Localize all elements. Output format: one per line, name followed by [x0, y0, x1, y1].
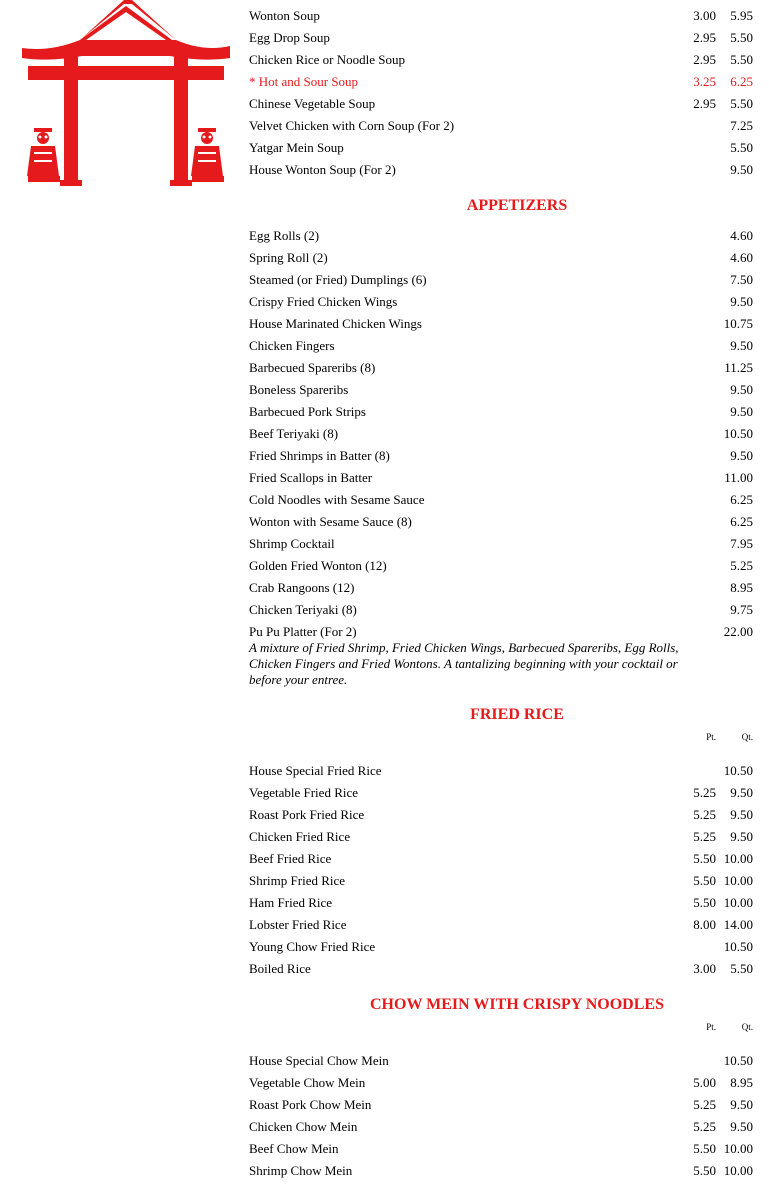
item-price: 9.50	[730, 382, 753, 397]
pint-price: 5.50	[693, 851, 716, 866]
quart-price: 10.50	[723, 1053, 753, 1068]
item-name: Fried Shrimps in Batter (8)	[249, 448, 390, 463]
pint-price: 2.95	[693, 30, 716, 45]
menu-item	[249, 107, 753, 133]
item-name: Roast Pork Fried Rice	[249, 807, 365, 822]
menu-item	[249, 591, 753, 617]
item-name: Chicken Fingers	[249, 338, 335, 353]
menu-item	[249, 393, 753, 419]
menu-item	[249, 459, 753, 485]
item-price: 9.75	[730, 602, 753, 617]
quart-price: 5.50	[730, 140, 753, 155]
menu-item	[249, 1042, 753, 1068]
item-name: Crispy Fried Chicken Wings	[249, 294, 398, 309]
item-price: 5.25	[730, 558, 753, 573]
pint-price: 5.50	[693, 1141, 716, 1156]
item-name: Roast Pork Chow Mein	[249, 1097, 372, 1112]
menu-item	[249, 862, 753, 888]
menu-item	[249, 796, 753, 822]
quart-price: 9.50	[730, 1097, 753, 1112]
item-name: Chinese Vegetable Soup	[249, 96, 376, 111]
menu-item	[249, 1086, 753, 1112]
menu-item	[249, 19, 753, 45]
menu-item	[249, 928, 753, 954]
menu-item	[249, 569, 753, 595]
pint-price: 5.00	[693, 1075, 716, 1090]
menu-item	[249, 906, 753, 932]
pint-header: Pt.	[706, 1022, 716, 1032]
fried-rice-list	[249, 752, 753, 976]
menu-item	[249, 41, 753, 67]
pint-price: 5.25	[693, 1097, 716, 1112]
item-name: House Special Chow Mein	[249, 1053, 389, 1068]
item-name: Crab Rangoons (12)	[249, 580, 355, 595]
pint-price: 8.00	[693, 917, 716, 932]
quart-header: Qt.	[741, 732, 753, 742]
menu-item	[249, 950, 753, 976]
menu-item	[249, 481, 753, 507]
menu-item	[249, 1130, 753, 1156]
menu-item	[249, 129, 753, 155]
item-name: Beef Fried Rice	[249, 851, 332, 866]
item-price: 9.50	[730, 404, 753, 419]
item-price: 9.50	[730, 448, 753, 463]
quart-price: 10.50	[723, 939, 753, 954]
menu-item	[249, 1152, 753, 1178]
menu-item	[249, 752, 753, 778]
quart-price: 6.25	[730, 74, 753, 89]
quart-price: 5.50	[730, 30, 753, 45]
quart-price: 9.50	[730, 785, 753, 800]
column-headers	[249, 1016, 753, 1042]
item-name: Vegetable Fried Rice	[249, 785, 359, 800]
item-name: Steamed (or Fried) Dumplings (6)	[249, 272, 427, 287]
quart-price: 9.50	[730, 807, 753, 822]
menu-item	[249, 217, 753, 243]
item-price: 7.95	[730, 536, 753, 551]
pint-price: 3.00	[693, 961, 716, 976]
menu-item	[249, 0, 753, 23]
pint-price: 5.25	[693, 829, 716, 844]
item-name: Boiled Rice	[249, 961, 311, 976]
pint-price: 2.95	[693, 96, 716, 111]
item-name: Cold Noodles with Sesame Sauce	[249, 492, 425, 507]
item-name: Spring Roll (2)	[249, 250, 328, 265]
appetizers-heading: APPETIZERS	[466, 197, 568, 214]
quart-price: 10.00	[723, 1141, 753, 1156]
column-headers	[249, 726, 753, 752]
quart-price: 10.00	[723, 873, 753, 888]
menu-item	[249, 85, 753, 111]
pint-price: 5.50	[693, 1163, 716, 1178]
pint-price: 5.50	[693, 895, 716, 910]
pint-price: 2.95	[693, 52, 716, 67]
menu-item	[249, 1064, 753, 1090]
fried-rice-heading: FRIED RICE	[470, 706, 564, 723]
quart-price: 10.00	[723, 851, 753, 866]
item-name: Pu Pu Platter (For 2)	[249, 624, 357, 639]
item-name: Barbecued Pork Strips	[249, 404, 366, 419]
quart-price: 5.95	[730, 8, 753, 23]
menu-content	[249, 0, 753, 1178]
item-name: Chicken Rice or Noodle Soup	[249, 52, 405, 67]
item-name: Shrimp Fried Rice	[249, 873, 346, 888]
menu-item	[249, 818, 753, 844]
quart-price: 7.25	[730, 118, 753, 133]
quart-price: 10.00	[723, 1163, 753, 1178]
item-name: Shrimp Cocktail	[249, 536, 335, 551]
item-price: 8.95	[730, 580, 753, 595]
menu-item	[249, 261, 753, 287]
item-name: Egg Rolls (2)	[249, 228, 320, 243]
appetizers-list	[249, 217, 753, 617]
menu-item	[249, 437, 753, 463]
menu-item	[249, 884, 753, 910]
item-price: 10.75	[723, 316, 753, 331]
item-description: A mixture of Fried Shrimp, Fried Chicken Wings, Barbecued Spareribs, Egg Rolls, Chicken Fingers and Fried Wontons. A tantalizing beginning with your cocktail or before your entree.	[249, 640, 679, 687]
menu-item	[249, 840, 753, 866]
item-price: 6.25	[730, 514, 753, 529]
menu-item	[249, 327, 753, 353]
item-price: 6.25	[730, 492, 753, 507]
item-price: 11.00	[724, 470, 753, 485]
menu-item	[249, 151, 753, 177]
item-name: Wonton Soup	[249, 8, 320, 23]
item-price: 10.50	[723, 426, 753, 441]
menu-item	[249, 547, 753, 573]
quart-header: Qt.	[741, 1022, 753, 1032]
item-name: Yatgar Mein Soup	[249, 140, 344, 155]
item-name: House Special Fried Rice	[249, 763, 382, 778]
pint-price: 5.25	[693, 1119, 716, 1134]
item-price: 7.50	[730, 272, 753, 287]
item-name: House Wonton Soup (For 2)	[249, 162, 396, 177]
item-name: House Marinated Chicken Wings	[249, 316, 422, 331]
item-name: Beef Chow Mein	[249, 1141, 339, 1156]
item-price: 9.50	[730, 294, 753, 309]
item-name: Egg Drop Soup	[249, 30, 330, 45]
quart-price: 5.50	[730, 52, 753, 67]
item-name: Ham Fried Rice	[249, 895, 333, 910]
item-price: 9.50	[730, 338, 753, 353]
item-name: Lobster Fried Rice	[249, 917, 347, 932]
pint-price: 5.50	[693, 873, 716, 888]
item-name: Shrimp Chow Mein	[249, 1163, 353, 1178]
item-name: Vegetable Chow Mein	[249, 1075, 366, 1090]
menu-item	[249, 349, 753, 375]
menu-item	[249, 774, 753, 800]
quart-price: 8.95	[730, 1075, 753, 1090]
item-name: * Hot and Sour Soup	[249, 74, 359, 89]
pu-pu-platter-item	[249, 613, 753, 687]
item-name: Wonton with Sesame Sauce (8)	[249, 514, 412, 529]
menu-item	[249, 415, 753, 441]
quart-price: 9.50	[730, 829, 753, 844]
pint-price: 3.25	[693, 74, 716, 89]
pint-price: 5.25	[693, 785, 716, 800]
red-chinese-gate-icon	[20, 0, 232, 190]
item-name: Chicken Fried Rice	[249, 829, 351, 844]
item-name: Chicken Chow Mein	[249, 1119, 358, 1134]
item-price: 4.60	[730, 228, 753, 243]
item-name: Velvet Chicken with Corn Soup (For 2)	[249, 118, 455, 133]
item-price: 22.00	[723, 624, 753, 639]
item-name: Barbecued Spareribs (8)	[249, 360, 376, 375]
pint-price: 3.00	[693, 8, 716, 23]
quart-price: 10.00	[723, 895, 753, 910]
menu-item	[249, 283, 753, 309]
chow-mein-list	[249, 1042, 753, 1178]
item-name: Boneless Spareribs	[249, 382, 349, 397]
item-name: Fried Scallops in Batter	[249, 470, 373, 485]
menu-item	[249, 305, 753, 331]
item-name: Young Chow Fried Rice	[249, 939, 376, 954]
item-price: 11.25	[724, 360, 753, 375]
quart-price: 5.50	[730, 961, 753, 976]
quart-price: 9.50	[730, 1119, 753, 1134]
chow-mein-heading: CHOW MEIN WITH CRISPY NOODLES	[370, 996, 664, 1013]
pint-header: Pt.	[706, 732, 716, 742]
quart-price: 14.00	[723, 917, 753, 932]
item-price: 4.60	[730, 250, 753, 265]
menu-item	[249, 1108, 753, 1134]
pint-price: 5.25	[693, 807, 716, 822]
menu-item	[249, 239, 753, 265]
item-name: Golden Fried Wonton (12)	[249, 558, 387, 573]
menu-item	[249, 525, 753, 551]
quart-price: 9.50	[730, 162, 753, 177]
menu-item	[249, 503, 753, 529]
soup-section	[249, 0, 753, 177]
quart-price: 10.50	[723, 763, 753, 778]
item-name: Chicken Teriyaki (8)	[249, 602, 357, 617]
item-name: Beef Teriyaki (8)	[249, 426, 339, 441]
menu-item	[249, 63, 753, 89]
quart-price: 5.50	[730, 96, 753, 111]
menu-item	[249, 371, 753, 397]
